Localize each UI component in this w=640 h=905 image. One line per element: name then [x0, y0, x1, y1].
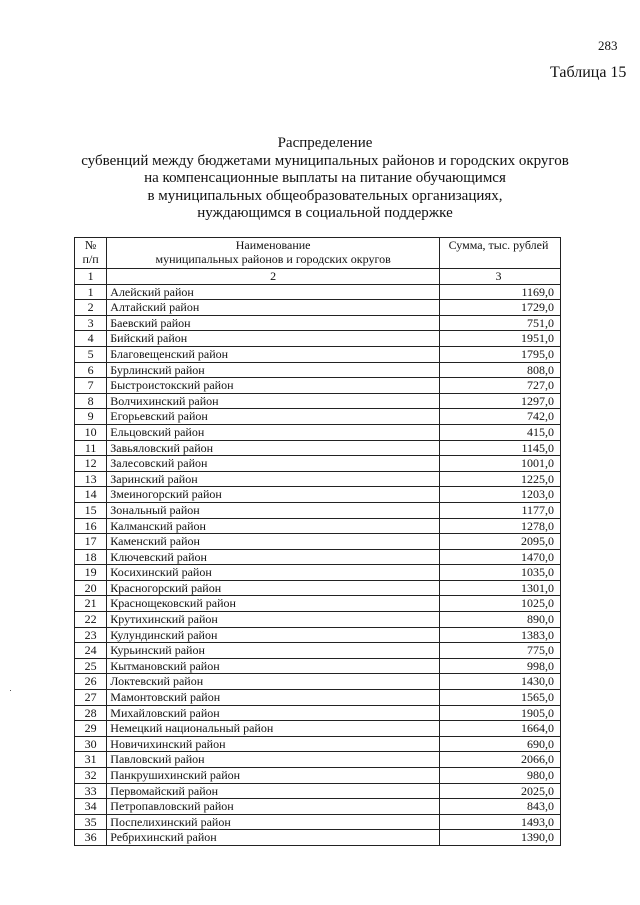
subsidy-amount: 1145,0	[439, 440, 560, 456]
title-line: субвенций между бюджетами муниципальных районов и городских округов	[81, 152, 569, 169]
table-row	[75, 814, 561, 830]
row-number: 18	[75, 549, 107, 565]
subsidy-amount: 843,0	[439, 799, 560, 815]
table-row	[75, 502, 561, 518]
municipality-name: Змеиногорский район	[107, 487, 440, 503]
subsidy-amount: 415,0	[439, 424, 560, 440]
municipality-name: Косихинский район	[107, 565, 440, 581]
municipality-name: Немецкий национальный район	[107, 721, 440, 737]
distribution-table	[74, 237, 561, 846]
table-row	[75, 487, 561, 503]
header-sum: Сумма, тыс. рублей	[439, 238, 560, 269]
subsidy-amount: 1430,0	[439, 674, 560, 690]
column-number: 2	[107, 269, 440, 285]
table-row	[75, 300, 561, 316]
row-number: 36	[75, 830, 107, 846]
municipality-name: Красногорский район	[107, 580, 440, 596]
row-number: 28	[75, 705, 107, 721]
table-row	[75, 627, 561, 643]
row-number: 31	[75, 752, 107, 768]
municipality-name: Волчихинский район	[107, 393, 440, 409]
municipality-name: Павловский район	[107, 752, 440, 768]
subsidy-amount: 1905,0	[439, 705, 560, 721]
municipality-name: Ребрихинский район	[107, 830, 440, 846]
municipality-name: Локтевский район	[107, 674, 440, 690]
municipality-name: Бийский район	[107, 331, 440, 347]
municipality-name: Каменский район	[107, 534, 440, 550]
subsidy-amount: 808,0	[439, 362, 560, 378]
header-name-line2: муниципальных районов и городских округов	[155, 252, 391, 266]
subsidy-amount: 2066,0	[439, 752, 560, 768]
municipality-name: Крутихинский район	[107, 612, 440, 628]
table-row	[75, 331, 561, 347]
table-row	[75, 284, 561, 300]
subsidy-amount: 998,0	[439, 658, 560, 674]
municipality-name: Петропавловский район	[107, 799, 440, 815]
title-line: нуждающимся в социальной поддержке	[197, 205, 453, 222]
table-row	[75, 596, 561, 612]
municipality-name: Благовещенский район	[107, 346, 440, 362]
municipality-name: Заринский район	[107, 471, 440, 487]
table-row	[75, 705, 561, 721]
subsidy-amount: 1664,0	[439, 721, 560, 737]
subsidy-amount: 980,0	[439, 768, 560, 784]
subsidy-amount: 1470,0	[439, 549, 560, 565]
table-row	[75, 674, 561, 690]
row-number: 5	[75, 346, 107, 362]
row-number: 20	[75, 580, 107, 596]
row-number: 27	[75, 690, 107, 706]
subsidy-amount: 890,0	[439, 612, 560, 628]
row-number: 25	[75, 658, 107, 674]
municipality-name: Новичихинский район	[107, 736, 440, 752]
row-number: 29	[75, 721, 107, 737]
scan-speck	[10, 690, 11, 691]
header-name-line1: Наименование	[235, 238, 311, 252]
document-title	[80, 135, 570, 223]
subsidy-amount: 690,0	[439, 736, 560, 752]
subsidy-amount: 1729,0	[439, 300, 560, 316]
municipality-name: Быстроистокский район	[107, 378, 440, 394]
municipality-name: Егорьевский район	[107, 409, 440, 425]
row-number: 14	[75, 487, 107, 503]
subsidy-amount: 1297,0	[439, 393, 560, 409]
row-number: 3	[75, 315, 107, 331]
table-body	[75, 284, 561, 845]
subsidy-amount: 1951,0	[439, 331, 560, 347]
row-number: 33	[75, 783, 107, 799]
subsidy-amount: 1493,0	[439, 814, 560, 830]
table-row	[75, 409, 561, 425]
table-row	[75, 799, 561, 815]
row-number: 17	[75, 534, 107, 550]
table-row	[75, 440, 561, 456]
subsidy-amount: 1278,0	[439, 518, 560, 534]
table-row	[75, 456, 561, 472]
subsidy-amount: 1390,0	[439, 830, 560, 846]
table-row	[75, 580, 561, 596]
row-number: 1	[75, 284, 107, 300]
subsidy-amount: 2025,0	[439, 783, 560, 799]
municipality-name: Ельцовский район	[107, 424, 440, 440]
row-number: 16	[75, 518, 107, 534]
header-number	[75, 238, 107, 269]
subsidy-amount: 775,0	[439, 643, 560, 659]
table-row	[75, 830, 561, 846]
municipality-name: Алтайский район	[107, 300, 440, 316]
municipality-name: Залесовский район	[107, 456, 440, 472]
table-header-row	[75, 238, 561, 269]
row-number: 23	[75, 627, 107, 643]
municipality-name: Завьяловский район	[107, 440, 440, 456]
row-number: 8	[75, 393, 107, 409]
subsidy-amount: 1025,0	[439, 596, 560, 612]
title-line: на компенсационные выплаты на питание обучающимся	[144, 170, 506, 187]
table-row	[75, 643, 561, 659]
header-number-line2: п/п	[82, 252, 99, 266]
row-number: 22	[75, 612, 107, 628]
subsidy-amount: 751,0	[439, 315, 560, 331]
municipality-name: Кулундинский район	[107, 627, 440, 643]
municipality-name: Баевский район	[107, 315, 440, 331]
table-row	[75, 690, 561, 706]
table-row	[75, 534, 561, 550]
row-number: 19	[75, 565, 107, 581]
municipality-name: Зональный район	[107, 502, 440, 518]
title-line: Распределение	[277, 135, 373, 151]
row-number: 13	[75, 471, 107, 487]
municipality-name: Первомайский район	[107, 783, 440, 799]
row-number: 15	[75, 502, 107, 518]
subsidy-amount: 1383,0	[439, 627, 560, 643]
municipality-name: Михайловский район	[107, 705, 440, 721]
table-row	[75, 315, 561, 331]
row-number: 24	[75, 643, 107, 659]
subsidy-amount: 1169,0	[439, 284, 560, 300]
table-row	[75, 768, 561, 784]
table-row	[75, 424, 561, 440]
municipality-name: Панкрушихинский район	[107, 768, 440, 784]
table-row	[75, 549, 561, 565]
table-row	[75, 378, 561, 394]
subsidy-amount: 1795,0	[439, 346, 560, 362]
municipality-name: Краснощековский район	[107, 596, 440, 612]
row-number: 2	[75, 300, 107, 316]
table-row	[75, 518, 561, 534]
subsidy-amount: 1225,0	[439, 471, 560, 487]
municipality-name: Мамонтовский район	[107, 690, 440, 706]
column-number: 3	[439, 269, 560, 285]
table-row	[75, 612, 561, 628]
municipality-name: Поспелихинский район	[107, 814, 440, 830]
page-number: 283	[598, 38, 618, 53]
row-number: 35	[75, 814, 107, 830]
header-name	[107, 238, 440, 269]
municipality-name: Бурлинский район	[107, 362, 440, 378]
table-row	[75, 658, 561, 674]
subsidy-amount: 1301,0	[439, 580, 560, 596]
table-row	[75, 736, 561, 752]
row-number: 7	[75, 378, 107, 394]
subsidy-amount: 1035,0	[439, 565, 560, 581]
row-number: 12	[75, 456, 107, 472]
row-number: 4	[75, 331, 107, 347]
municipality-name: Калманский район	[107, 518, 440, 534]
table-row	[75, 565, 561, 581]
table-row	[75, 362, 561, 378]
column-number-row	[75, 269, 561, 285]
subsidy-amount: 1565,0	[439, 690, 560, 706]
municipality-name: Ключевский район	[107, 549, 440, 565]
table-row	[75, 783, 561, 799]
subsidy-amount: 742,0	[439, 409, 560, 425]
table-row	[75, 393, 561, 409]
title-line: в муниципальных общеобразовательных организациях,	[147, 187, 503, 204]
municipality-name: Алейский район	[107, 284, 440, 300]
column-number: 1	[75, 269, 107, 285]
row-number: 26	[75, 674, 107, 690]
row-number: 32	[75, 768, 107, 784]
row-number: 34	[75, 799, 107, 815]
subsidy-amount: 1203,0	[439, 487, 560, 503]
subsidy-amount: 2095,0	[439, 534, 560, 550]
table-row	[75, 471, 561, 487]
table-row	[75, 346, 561, 362]
table-label: Таблица 15	[550, 64, 627, 81]
row-number: 30	[75, 736, 107, 752]
header-number-line1: №	[84, 238, 97, 252]
subsidy-amount: 1177,0	[439, 502, 560, 518]
row-number: 11	[75, 440, 107, 456]
table-row	[75, 752, 561, 768]
row-number: 21	[75, 596, 107, 612]
table-row	[75, 721, 561, 737]
subsidy-amount: 727,0	[439, 378, 560, 394]
row-number: 9	[75, 409, 107, 425]
municipality-name: Кытмановский район	[107, 658, 440, 674]
subsidy-amount: 1001,0	[439, 456, 560, 472]
row-number: 10	[75, 424, 107, 440]
row-number: 6	[75, 362, 107, 378]
municipality-name: Курьинский район	[107, 643, 440, 659]
